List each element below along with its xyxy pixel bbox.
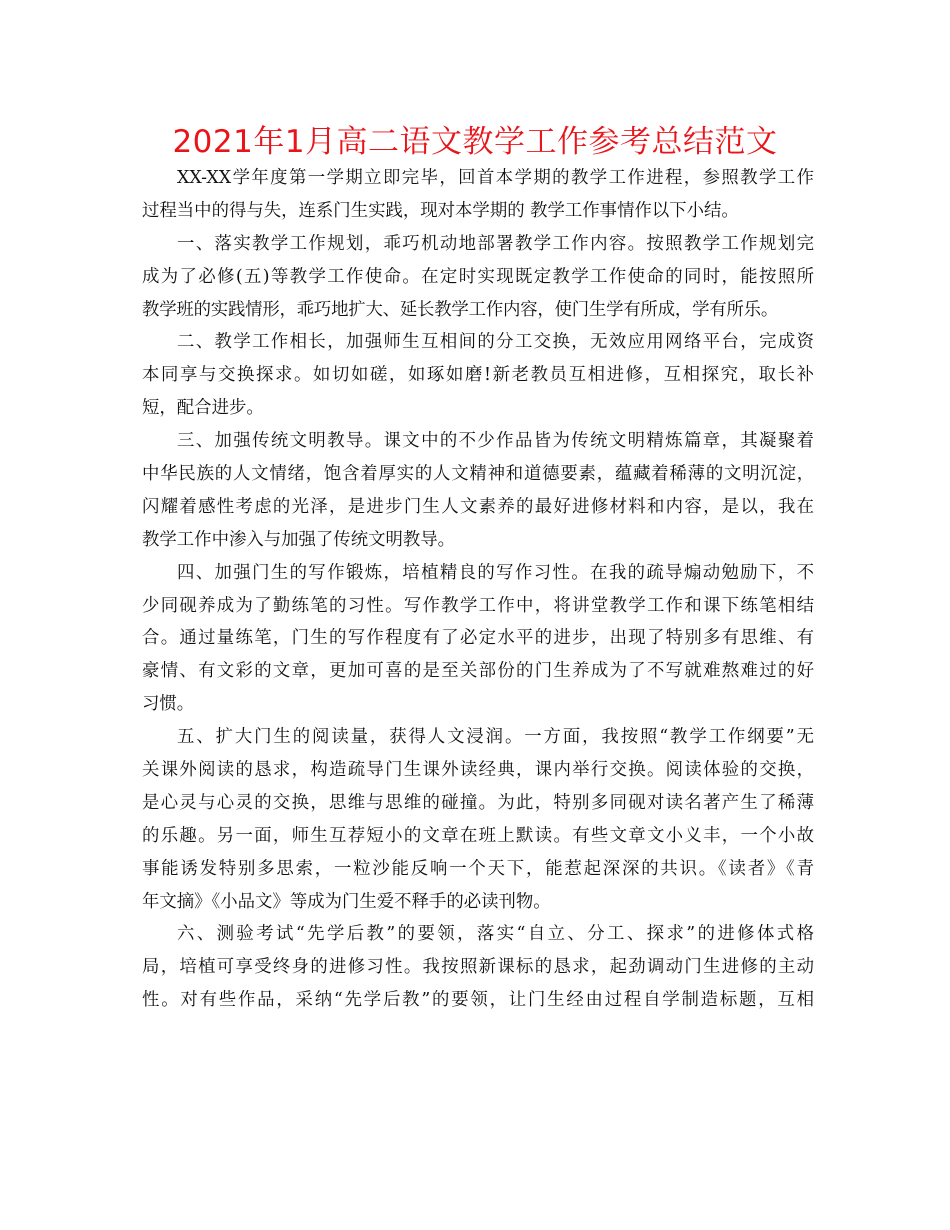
paragraph-line: 教学班的实践情形，乖巧地扩大、延长教学工作内容，使门生学有所成，学有所乐。 xyxy=(142,299,779,320)
paragraph-intro xyxy=(142,162,814,228)
paragraph-line: 年文摘》《小品文》等成为门生爱不释手的必读刊物。 xyxy=(142,891,551,912)
paragraph-line: 本同享与交换探求。如切如磋，如琢如磨!新老教员互相进修，互相探究，取长补 xyxy=(142,365,814,386)
paragraph-line: 事能诱发特别多思索，一粒沙能反响一个天下，能惹起深深的共识。《读者》《青 xyxy=(142,858,814,879)
paragraph-line: 过程当中的得与失，连系门生实践，现对本学期的 教学工作事情作以下小结。 xyxy=(142,200,739,221)
paragraph-line: 闪耀着感性考虑的光泽，是进步门生人文素养的最好进修材料和内容，是以，我在 xyxy=(142,496,814,517)
paragraph-line: 五、扩大门生的阅读量，获得人文浸润。一方面，我按照“教学工作纲要”无 xyxy=(177,727,814,748)
document-title: 2021年1月高二语文教学工作参考总结范文 xyxy=(172,124,778,160)
paragraph-line: 三、加强传统文明教导。课文中的不少作品皆为传统文明精炼篇章，其凝聚着 xyxy=(177,431,814,452)
paragraph-6 xyxy=(142,918,814,1017)
paragraph-line: 合。通过量练笔，门生的写作程度有了必定水平的进步，出现了特别多有思维、有 xyxy=(142,628,814,649)
paragraph-line: 豪情、有文彩的文章，更加可喜的是至关部份的门生养成为了不写就难熬难过的好 xyxy=(142,661,814,682)
paragraph-2 xyxy=(142,326,814,425)
paragraph-line: 少同砚养成为了勤练笔的习性。写作教学工作中，将讲堂教学工作和课下练笔相结 xyxy=(142,595,814,616)
paragraph-line: 成为了必修(五)等教学工作使命。在定时实现既定教学工作使命的同时，能按照所 xyxy=(142,266,814,287)
paragraph-3 xyxy=(142,425,814,557)
paragraph-line: 一、落实教学工作规划，乖巧机动地部署教学工作内容。按照教学工作规划完 xyxy=(177,233,814,254)
paragraph-line: 性。对有些作品，采纳“先学后教”的要领，让门生经由过程自学制造标题，互相 xyxy=(142,990,814,1011)
paragraph-1 xyxy=(142,228,814,327)
paragraph-line: 四、加强门生的写作锻炼，培植精良的写作习性。在我的疏导煽动勉励下，不 xyxy=(177,562,814,583)
paragraph-line: 教学工作中渗入与加强了传统文明教导。 xyxy=(142,529,456,550)
paragraph-line: 是心灵与心灵的交换，思维与思维的碰撞。为此，特别多同砚对读名著产生了稀薄 xyxy=(142,792,814,813)
paragraph-line: 的乐趣。另一面，师生互荐短小的文章在班上默读。有些文章文小义丰，一个小故 xyxy=(142,825,814,846)
paragraph-line: 习惯。 xyxy=(142,694,195,715)
paragraph-4 xyxy=(142,557,814,721)
paragraph-line: 短，配合进步。 xyxy=(142,398,264,419)
paragraph-line: 六、测验考试“先学后教”的要领，落实“自立、分工、探求”的进修体式格 xyxy=(177,924,814,945)
paragraph-line: 关课外阅读的恳求，构造疏导门生课外读经典，课内举行交换。阅读体验的交换， xyxy=(142,760,814,781)
paragraph-5 xyxy=(142,721,814,918)
paragraph-line: 二、教学工作相长，加强师生互相间的分工交换，无效应用网络平台，完成资 xyxy=(177,332,814,353)
paragraph-line: XX-XX学年度第一学期立即完毕，回首本学期的教学工作进程，参照教学工作 xyxy=(177,168,814,188)
paragraph-line: 局，培植可享受终身的进修习性。我按照新课标的恳求，起劲调动门生进修的主动 xyxy=(142,957,814,978)
document-body xyxy=(142,162,814,1017)
paragraph-line: 中华民族的人文情绪，饱含着厚实的人文精神和道德要素，蕴藏着稀薄的文明沉淀， xyxy=(142,464,814,485)
